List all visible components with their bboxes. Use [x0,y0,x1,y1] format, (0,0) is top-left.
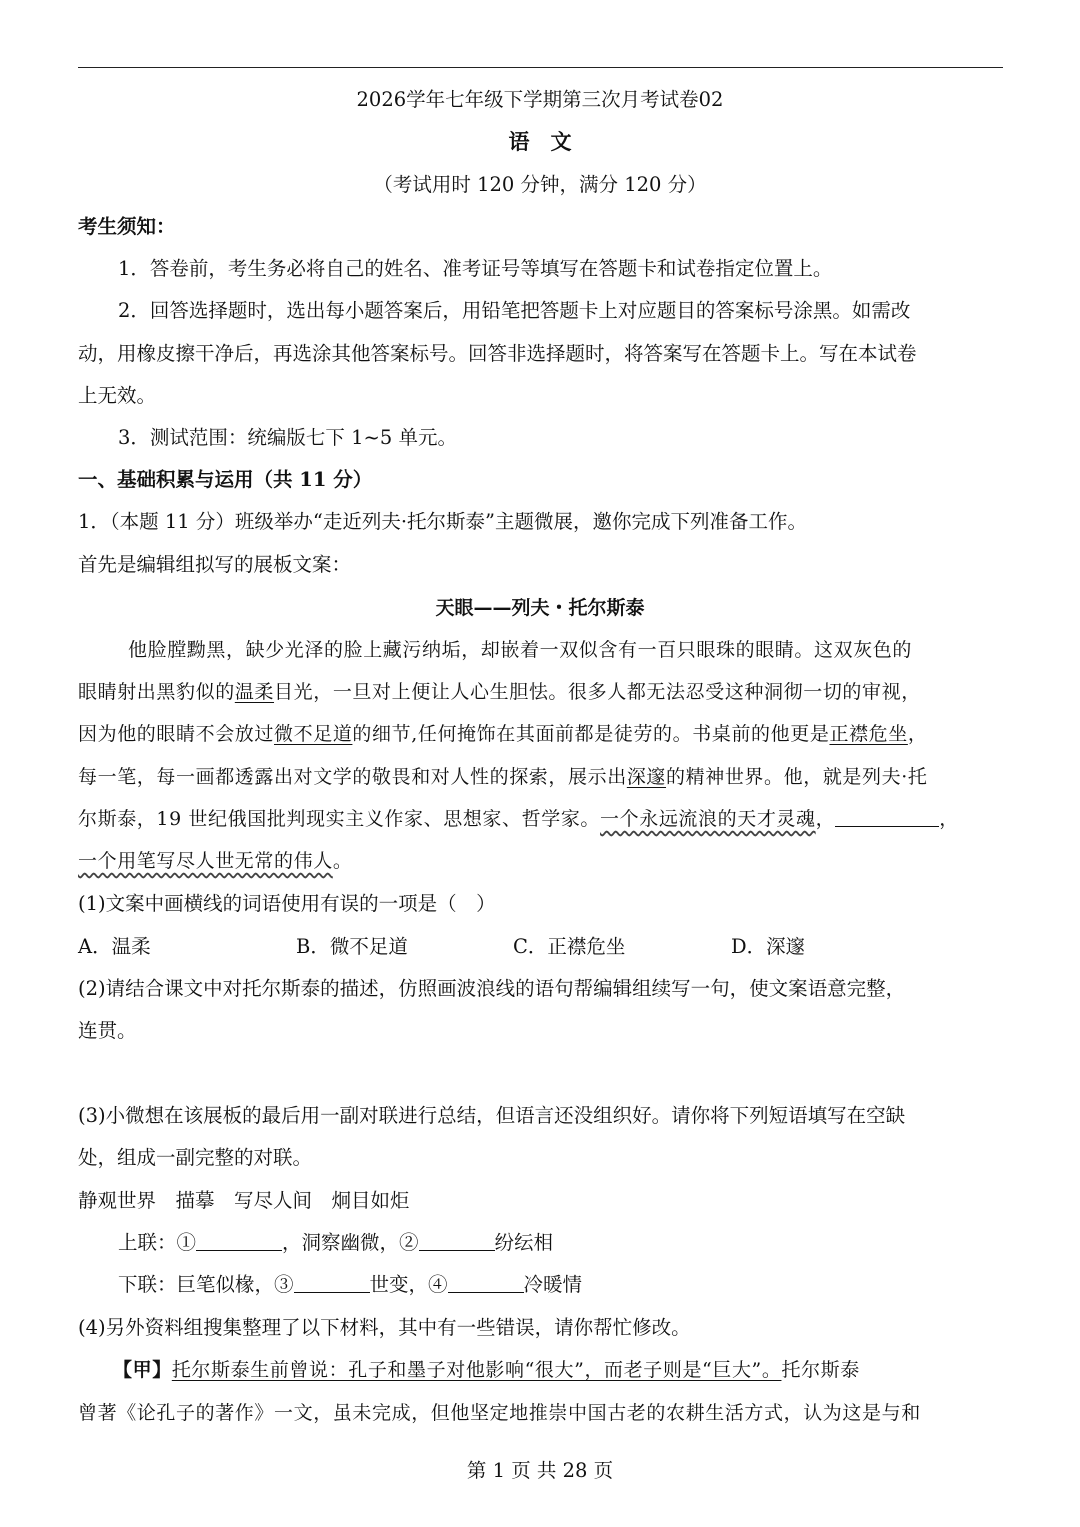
blank-1[interactable] [196,1249,282,1251]
sub-question-1: (1)文案中画横线的词语使用有误的一项是（ ） [78,892,496,915]
passage-line-3 [78,721,927,747]
notice-heading: 考生须知： [78,215,176,238]
underlined-word-zhengjinweizuo: 正襟危坐 [829,723,908,745]
couplet-upper [118,1230,553,1256]
underlined-word-weibuzudao: 微不足道 [274,723,353,745]
notice-item-2-line-1: 2．回答选择题时，选出每小题答案后，用铅笔把答题卡上对应题目的答案标号涂黑。如需改 [118,299,911,322]
sub-question-2-line-1: (2)请结合课文中对托尔斯泰的描述，仿照画波浪线的语句帮编辑组续写一句，使文案语意完整， [78,977,906,1000]
exam-title: 2026学年七年级下学期第三次月考试卷02 [356,88,724,111]
question-1-intro: 1．（本题 11 分）班级举办“走近列夫·托尔斯泰”主题微展，邀你完成下列准备工作。 [78,510,808,533]
passage-text: ， [939,808,959,830]
passage-text: 的细节,任何掩饰在其面前都是徒劳的。书桌前的他更是 [352,723,830,745]
header-rule [78,67,1003,68]
blank-3[interactable] [294,1291,370,1293]
section-1-heading: 一、基础积累与运用（共 11 分） [78,468,373,491]
passage-text: 尔斯泰，19 世纪俄国批判现实主义作家、思想家、哲学家。 [78,808,601,830]
couplet-text: 下联：巨笔似椽，③ [118,1273,294,1296]
material-jia-line-1 [113,1357,860,1383]
passage-text: 目光，一旦对上便让人心生胆怯。很多人都无法忍受这种洞彻一切的审视， [274,681,921,703]
notice-item-3: 3．测试范围：统编版七下 1~5 单元。 [118,426,457,449]
passage-line-4 [78,764,927,790]
material-jia-label: 【甲】 [113,1359,172,1381]
notice-item-2-line-2: 动，用橡皮擦干净后，再选涂其他答案标号。回答非选择题时，将答案写在答题卡上。写在本试卷 [78,342,917,365]
option-c[interactable]: C．正襟危坐 [513,935,626,958]
passage-text: 眼睛射出黑豹似的 [78,681,235,703]
exam-info: （考试用时 120 分钟，满分 120 分） [373,173,707,196]
passage-text: 他脸膛黝黑，缺少光泽的脸上藏污纳垢，却嵌着一双似含有一百只眼珠的眼睛。这双灰色的 [128,639,913,661]
couplet-lower [118,1272,582,1298]
blank-4[interactable] [448,1291,524,1293]
material-jia-line-2: 曾著《论孔子的著作》一文，虽未完成，但他坚定地推崇中国古老的农耕生活方式，认为这是与和 [78,1402,921,1424]
fill-in-blank[interactable] [835,825,939,827]
passage-text: 。 [332,850,353,872]
sub-question-3-line-1: (3)小微想在该展板的最后用一副对联进行总结，但语言还没组织好。请你将下列短语填写在空缺 [78,1104,906,1127]
option-b[interactable]: B．微不足道 [296,935,408,958]
couplet-text: 冷暖情 [523,1273,583,1296]
passage-text: 因为他的眼睛不会放过 [78,723,275,745]
couplet-text: 世变，④ [369,1273,448,1296]
wavy-line-sentence-1: 一个永远流浪的天才灵魂 [600,808,816,830]
question-1-lead: 首先是编辑组拟写的展板文案： [78,553,352,576]
couplet-text: ，洞察幽微，② [282,1231,419,1254]
option-d[interactable]: D．深邃 [731,935,806,958]
passage-text: ， [907,723,928,745]
underlined-sentence-jia: 托尔斯泰生前曾说：孔子和墨子对他影响“很大”，而老子则是“巨大”。 [171,1359,782,1381]
passage-line-1 [128,637,912,663]
passage-line-2 [78,679,921,705]
notice-item-2-line-3: 上无效。 [78,384,157,407]
page-footer: 第 1 页 共 28 页 [466,1459,614,1482]
underlined-word-shensui: 深邃 [626,766,667,788]
sub-question-4: (4)另外资料组搜集整理了以下材料，其中有一些错误，请你帮忙修改。 [78,1316,691,1339]
passage-text: ， [815,808,836,830]
material-text: 托尔斯泰 [781,1359,860,1381]
option-a[interactable]: A．温柔 [78,935,151,958]
subject-title: 语 文 [508,129,572,154]
blank-2[interactable] [419,1249,495,1251]
passage-line-6 [78,848,352,874]
phrase-list: 静观世界 描摹 写尽人间 炯目如炬 [78,1189,410,1212]
couplet-text: 上联：① [118,1231,197,1254]
passage-title: 天眼——列夫・托尔斯泰 [435,597,645,619]
wavy-line-sentence-2: 一个用笔写尽人世无常的伟人 [78,850,333,872]
couplet-text: 纷纭相 [494,1231,554,1254]
passage-text: 的精神世界。他，就是列夫·托 [666,766,928,788]
sub-question-3-line-2: 处，组成一副完整的对联。 [78,1146,313,1169]
passage-text: 每一笔，每一画都透露出对文学的敬畏和对人性的探索，展示出 [78,766,627,788]
passage-line-5 [78,806,959,832]
sub-question-2-line-2: 连贯。 [78,1019,137,1042]
underlined-word-wenrou: 温柔 [234,681,275,703]
notice-item-1: 1．答卷前，考生务必将自己的姓名、准考证号等填写在答题卡和试卷指定位置上。 [118,257,833,280]
